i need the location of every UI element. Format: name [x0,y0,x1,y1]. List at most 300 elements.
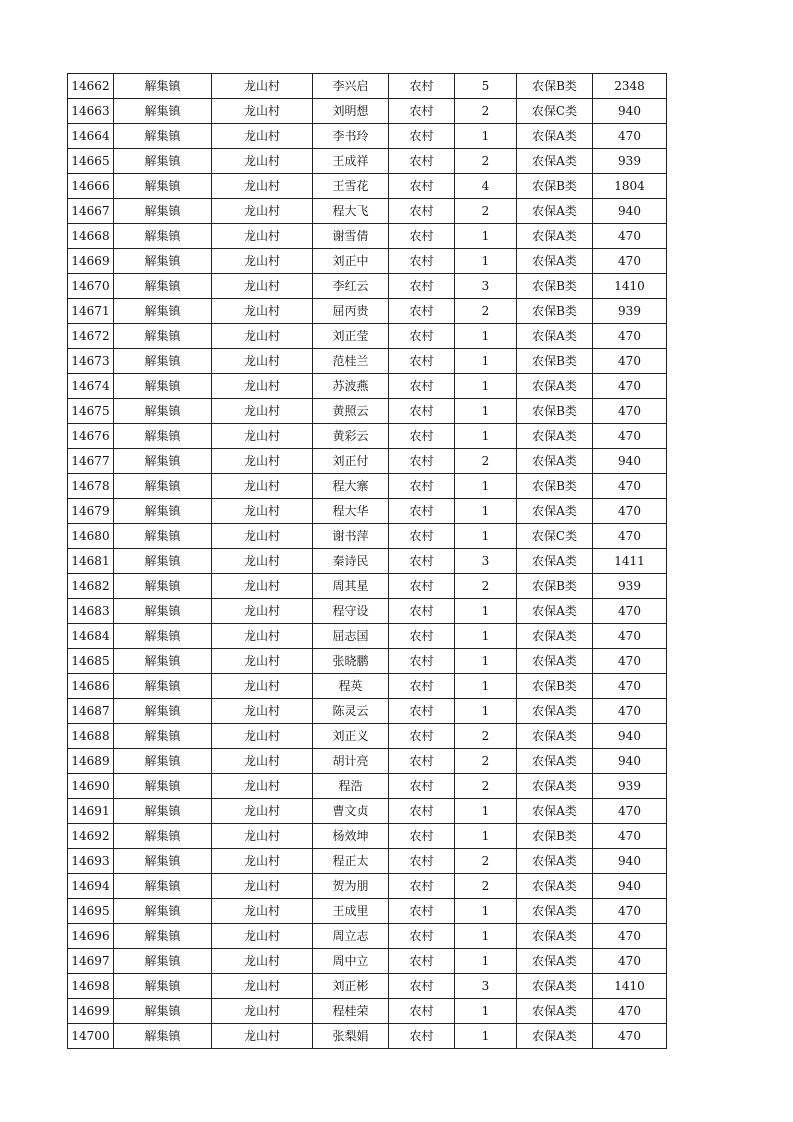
insurance-category-cell: 农保B类 [517,274,593,299]
household-size-cell: 1 [455,924,517,949]
amount-cell: 470 [593,599,667,624]
household-size-cell: 1 [455,949,517,974]
insurance-category-cell: 农保A类 [517,1024,593,1049]
insurance-category-cell: 农保A类 [517,874,593,899]
name-cell: 程浩 [313,774,389,799]
town-cell: 解集镇 [114,474,212,499]
insurance-category-cell: 农保A类 [517,849,593,874]
household-size-cell: 4 [455,174,517,199]
village-cell: 龙山村 [212,749,313,774]
household-size-cell: 1 [455,499,517,524]
household-size-cell: 2 [455,874,517,899]
table-row [68,374,667,399]
name-cell: 贺为朋 [313,874,389,899]
amount-cell: 940 [593,849,667,874]
area-type-cell: 农村 [389,824,455,849]
household-size-cell: 2 [455,199,517,224]
insurance-category-cell: 农保A类 [517,724,593,749]
town-cell: 解集镇 [114,949,212,974]
insurance-category-cell: 农保A类 [517,249,593,274]
name-cell: 程大飞 [313,199,389,224]
insurance-category-cell: 农保A类 [517,749,593,774]
amount-cell: 470 [593,799,667,824]
town-cell: 解集镇 [114,649,212,674]
record-id-cell: 14674 [68,374,114,399]
table-row [68,74,667,99]
area-type-cell: 农村 [389,899,455,924]
insurance-category-cell: 农保A类 [517,199,593,224]
household-size-cell: 2 [455,149,517,174]
amount-cell: 939 [593,299,667,324]
table-row [68,749,667,774]
name-cell: 周立志 [313,924,389,949]
table-row [68,324,667,349]
table-row [68,1024,667,1049]
table-row [68,449,667,474]
record-id-cell: 14685 [68,649,114,674]
amount-cell: 470 [593,674,667,699]
table-row [68,724,667,749]
village-cell: 龙山村 [212,124,313,149]
village-cell: 龙山村 [212,574,313,599]
insurance-category-cell: 农保A类 [517,699,593,724]
village-cell: 龙山村 [212,699,313,724]
record-id-cell: 14697 [68,949,114,974]
household-size-cell: 1 [455,799,517,824]
area-type-cell: 农村 [389,649,455,674]
name-cell: 李红云 [313,274,389,299]
record-id-cell: 14678 [68,474,114,499]
amount-cell: 1804 [593,174,667,199]
area-type-cell: 农村 [389,699,455,724]
area-type-cell: 农村 [389,374,455,399]
name-cell: 谢雪倩 [313,224,389,249]
amount-cell: 1411 [593,549,667,574]
village-cell: 龙山村 [212,849,313,874]
household-size-cell: 1 [455,349,517,374]
insurance-category-cell: 农保A类 [517,999,593,1024]
record-id-cell: 14687 [68,699,114,724]
village-cell: 龙山村 [212,724,313,749]
town-cell: 解集镇 [114,274,212,299]
town-cell: 解集镇 [114,1024,212,1049]
record-id-cell: 14684 [68,624,114,649]
village-cell: 龙山村 [212,324,313,349]
name-cell: 张晓鹏 [313,649,389,674]
insurance-category-cell: 农保A类 [517,624,593,649]
amount-cell: 2348 [593,74,667,99]
amount-cell: 470 [593,374,667,399]
village-cell: 龙山村 [212,224,313,249]
table-row [68,474,667,499]
household-size-cell: 2 [455,449,517,474]
town-cell: 解集镇 [114,299,212,324]
area-type-cell: 农村 [389,199,455,224]
village-cell: 龙山村 [212,774,313,799]
area-type-cell: 农村 [389,724,455,749]
table-row [68,599,667,624]
record-id-cell: 14699 [68,999,114,1024]
household-size-cell: 1 [455,374,517,399]
town-cell: 解集镇 [114,699,212,724]
record-id-cell: 14673 [68,349,114,374]
village-cell: 龙山村 [212,499,313,524]
household-size-cell: 1 [455,124,517,149]
area-type-cell: 农村 [389,924,455,949]
name-cell: 屈志国 [313,624,389,649]
insurance-category-cell: 农保A类 [517,449,593,474]
table-row [68,149,667,174]
name-cell: 屈丙贵 [313,299,389,324]
name-cell: 王雪花 [313,174,389,199]
record-id-cell: 14665 [68,149,114,174]
insurance-category-cell: 农保A类 [517,799,593,824]
area-type-cell: 农村 [389,624,455,649]
town-cell: 解集镇 [114,624,212,649]
town-cell: 解集镇 [114,849,212,874]
village-cell: 龙山村 [212,74,313,99]
town-cell: 解集镇 [114,549,212,574]
name-cell: 陈灵云 [313,699,389,724]
town-cell: 解集镇 [114,374,212,399]
village-cell: 龙山村 [212,1024,313,1049]
table-row [68,549,667,574]
town-cell: 解集镇 [114,449,212,474]
town-cell: 解集镇 [114,999,212,1024]
insurance-category-cell: 农保A类 [517,424,593,449]
name-cell: 黄彩云 [313,424,389,449]
amount-cell: 470 [593,699,667,724]
amount-cell: 1410 [593,274,667,299]
amount-cell: 470 [593,424,667,449]
amount-cell: 470 [593,499,667,524]
name-cell: 周其星 [313,574,389,599]
amount-cell: 470 [593,999,667,1024]
household-size-cell: 1 [455,399,517,424]
insurance-category-cell: 农保A类 [517,374,593,399]
household-size-cell: 3 [455,974,517,999]
table-row [68,399,667,424]
household-size-cell: 1 [455,899,517,924]
insurance-category-cell: 农保A类 [517,224,593,249]
record-id-cell: 14696 [68,924,114,949]
area-type-cell: 农村 [389,774,455,799]
table-row [68,574,667,599]
household-size-cell: 1 [455,424,517,449]
record-id-cell: 14681 [68,549,114,574]
village-cell: 龙山村 [212,974,313,999]
amount-cell: 470 [593,1024,667,1049]
town-cell: 解集镇 [114,324,212,349]
village-cell: 龙山村 [212,399,313,424]
record-id-cell: 14688 [68,724,114,749]
household-size-cell: 2 [455,724,517,749]
area-type-cell: 农村 [389,249,455,274]
amount-cell: 940 [593,724,667,749]
name-cell: 黄照云 [313,399,389,424]
name-cell: 刘明想 [313,99,389,124]
village-cell: 龙山村 [212,599,313,624]
table-row [68,674,667,699]
town-cell: 解集镇 [114,874,212,899]
town-cell: 解集镇 [114,674,212,699]
household-size-cell: 1 [455,224,517,249]
record-id-cell: 14690 [68,774,114,799]
household-size-cell: 1 [455,824,517,849]
amount-cell: 470 [593,624,667,649]
table-row [68,924,667,949]
village-cell: 龙山村 [212,374,313,399]
insurance-category-cell: 农保A类 [517,899,593,924]
table-row [68,899,667,924]
table-row [68,974,667,999]
area-type-cell: 农村 [389,474,455,499]
area-type-cell: 农村 [389,1024,455,1049]
record-id-cell: 14682 [68,574,114,599]
amount-cell: 470 [593,399,667,424]
area-type-cell: 农村 [389,874,455,899]
table-row [68,524,667,549]
village-cell: 龙山村 [212,299,313,324]
village-cell: 龙山村 [212,924,313,949]
name-cell: 谢书萍 [313,524,389,549]
name-cell: 刘正彬 [313,974,389,999]
name-cell: 胡计亮 [313,749,389,774]
household-size-cell: 1 [455,249,517,274]
record-id-cell: 14664 [68,124,114,149]
insurance-category-cell: 农保A类 [517,774,593,799]
name-cell: 刘正付 [313,449,389,474]
name-cell: 杨效坤 [313,824,389,849]
area-type-cell: 农村 [389,749,455,774]
household-size-cell: 2 [455,99,517,124]
name-cell: 程英 [313,674,389,699]
amount-cell: 1410 [593,974,667,999]
area-type-cell: 农村 [389,324,455,349]
household-size-cell: 1 [455,1024,517,1049]
name-cell: 苏波燕 [313,374,389,399]
name-cell: 李兴启 [313,74,389,99]
table-row [68,999,667,1024]
name-cell: 程守设 [313,599,389,624]
record-id-cell: 14692 [68,824,114,849]
insurance-category-cell: 农保A类 [517,924,593,949]
insurance-category-cell: 农保B类 [517,824,593,849]
area-type-cell: 农村 [389,349,455,374]
insurance-category-cell: 农保B类 [517,399,593,424]
records-table [67,73,667,1049]
area-type-cell: 农村 [389,424,455,449]
name-cell: 刘正中 [313,249,389,274]
record-id-cell: 14694 [68,874,114,899]
amount-cell: 940 [593,199,667,224]
insurance-category-cell: 农保A类 [517,149,593,174]
town-cell: 解集镇 [114,574,212,599]
record-id-cell: 14680 [68,524,114,549]
table-row [68,299,667,324]
town-cell: 解集镇 [114,599,212,624]
area-type-cell: 农村 [389,74,455,99]
village-cell: 龙山村 [212,424,313,449]
name-cell: 刘正义 [313,724,389,749]
record-id-cell: 14667 [68,199,114,224]
town-cell: 解集镇 [114,124,212,149]
table-row [68,224,667,249]
table-row [68,799,667,824]
insurance-category-cell: 农保A类 [517,124,593,149]
table-row [68,349,667,374]
household-size-cell: 1 [455,524,517,549]
town-cell: 解集镇 [114,74,212,99]
name-cell: 范桂兰 [313,349,389,374]
table-row [68,949,667,974]
record-id-cell: 14689 [68,749,114,774]
insurance-category-cell: 农保B类 [517,74,593,99]
record-id-cell: 14683 [68,599,114,624]
amount-cell: 940 [593,874,667,899]
table-row [68,124,667,149]
area-type-cell: 农村 [389,974,455,999]
area-type-cell: 农村 [389,849,455,874]
record-id-cell: 14679 [68,499,114,524]
village-cell: 龙山村 [212,874,313,899]
name-cell: 曹文贞 [313,799,389,824]
area-type-cell: 农村 [389,999,455,1024]
insurance-category-cell: 农保A类 [517,649,593,674]
name-cell: 程桂荣 [313,999,389,1024]
name-cell: 李书玲 [313,124,389,149]
village-cell: 龙山村 [212,899,313,924]
town-cell: 解集镇 [114,524,212,549]
amount-cell: 470 [593,324,667,349]
name-cell: 秦诗民 [313,549,389,574]
village-cell: 龙山村 [212,674,313,699]
area-type-cell: 农村 [389,149,455,174]
insurance-category-cell: 农保B类 [517,674,593,699]
table-row [68,274,667,299]
village-cell: 龙山村 [212,524,313,549]
record-id-cell: 14698 [68,974,114,999]
area-type-cell: 农村 [389,599,455,624]
amount-cell: 470 [593,924,667,949]
area-type-cell: 农村 [389,574,455,599]
amount-cell: 470 [593,649,667,674]
household-size-cell: 2 [455,774,517,799]
area-type-cell: 农村 [389,524,455,549]
area-type-cell: 农村 [389,224,455,249]
record-id-cell: 14676 [68,424,114,449]
town-cell: 解集镇 [114,174,212,199]
area-type-cell: 农村 [389,499,455,524]
area-type-cell: 农村 [389,449,455,474]
insurance-category-cell: 农保B类 [517,349,593,374]
town-cell: 解集镇 [114,724,212,749]
area-type-cell: 农村 [389,124,455,149]
household-size-cell: 1 [455,649,517,674]
area-type-cell: 农村 [389,274,455,299]
household-size-cell: 1 [455,674,517,699]
record-id-cell: 14672 [68,324,114,349]
name-cell: 程大寨 [313,474,389,499]
record-id-cell: 14686 [68,674,114,699]
name-cell: 周中立 [313,949,389,974]
amount-cell: 470 [593,899,667,924]
insurance-category-cell: 农保A类 [517,974,593,999]
record-id-cell: 14677 [68,449,114,474]
town-cell: 解集镇 [114,349,212,374]
town-cell: 解集镇 [114,974,212,999]
record-id-cell: 14671 [68,299,114,324]
village-cell: 龙山村 [212,249,313,274]
household-size-cell: 1 [455,599,517,624]
record-id-cell: 14663 [68,99,114,124]
town-cell: 解集镇 [114,749,212,774]
town-cell: 解集镇 [114,224,212,249]
table-row [68,774,667,799]
village-cell: 龙山村 [212,174,313,199]
insurance-category-cell: 农保A类 [517,599,593,624]
village-cell: 龙山村 [212,824,313,849]
amount-cell: 470 [593,124,667,149]
table-row [68,624,667,649]
record-id-cell: 14662 [68,74,114,99]
area-type-cell: 农村 [389,949,455,974]
household-size-cell: 1 [455,999,517,1024]
household-size-cell: 3 [455,549,517,574]
amount-cell: 470 [593,824,667,849]
amount-cell: 470 [593,949,667,974]
amount-cell: 939 [593,149,667,174]
area-type-cell: 农村 [389,99,455,124]
name-cell: 程大华 [313,499,389,524]
area-type-cell: 农村 [389,549,455,574]
amount-cell: 470 [593,224,667,249]
village-cell: 龙山村 [212,349,313,374]
records-table-body [68,74,667,1049]
household-size-cell: 2 [455,574,517,599]
name-cell: 王成里 [313,899,389,924]
amount-cell: 470 [593,349,667,374]
village-cell: 龙山村 [212,474,313,499]
name-cell: 程正太 [313,849,389,874]
insurance-category-cell: 农保B类 [517,174,593,199]
record-id-cell: 14700 [68,1024,114,1049]
insurance-category-cell: 农保A类 [517,949,593,974]
household-size-cell: 2 [455,749,517,774]
insurance-category-cell: 农保A类 [517,499,593,524]
town-cell: 解集镇 [114,99,212,124]
insurance-category-cell: 农保B类 [517,574,593,599]
village-cell: 龙山村 [212,949,313,974]
record-id-cell: 14666 [68,174,114,199]
record-id-cell: 14668 [68,224,114,249]
insurance-category-cell: 农保A类 [517,324,593,349]
town-cell: 解集镇 [114,249,212,274]
amount-cell: 940 [593,449,667,474]
area-type-cell: 农村 [389,299,455,324]
table-row [68,499,667,524]
household-size-cell: 3 [455,274,517,299]
town-cell: 解集镇 [114,774,212,799]
record-id-cell: 14675 [68,399,114,424]
amount-cell: 939 [593,574,667,599]
village-cell: 龙山村 [212,649,313,674]
household-size-cell: 1 [455,624,517,649]
amount-cell: 470 [593,249,667,274]
village-cell: 龙山村 [212,624,313,649]
table-row [68,649,667,674]
record-id-cell: 14695 [68,899,114,924]
